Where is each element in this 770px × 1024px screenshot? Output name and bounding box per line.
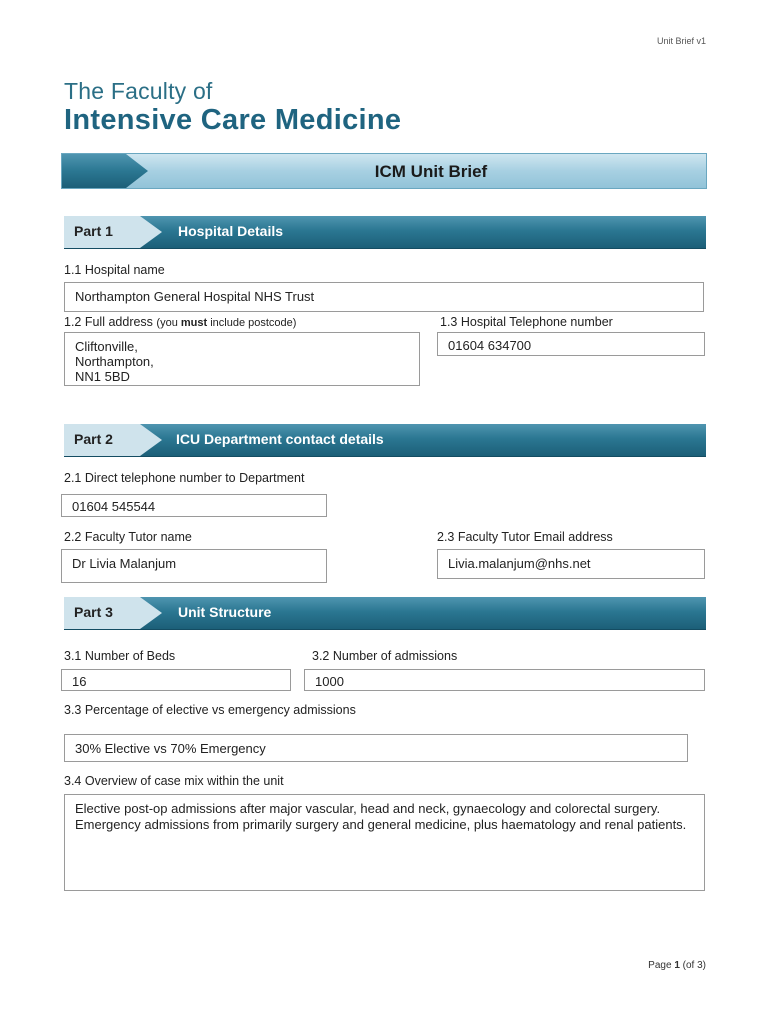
hospital-name-field[interactable]: Northampton General Hospital NHS Trust — [64, 282, 704, 312]
part1-label: Part 1 — [74, 223, 113, 239]
case-mix-field[interactable]: Elective post-op admissions after major vascular, head and neck, gynaecology and colorectal surgery. Emergency admissions from primarily surgery and general medicine, plus haematology and renal patients. — [64, 794, 705, 891]
part1-header — [64, 216, 706, 249]
case-mix-label: 3.4 Overview of case mix within the unit — [64, 774, 284, 788]
direct-phone-field[interactable]: 01604 545544 — [61, 494, 327, 517]
direct-phone-label: 2.1 Direct telephone number to Department — [64, 471, 305, 485]
part3-label: Part 3 — [74, 604, 113, 620]
title-banner — [61, 153, 707, 189]
beds-label: 3.1 Number of Beds — [64, 649, 176, 663]
page-number: Page 1 (of 3) — [648, 960, 706, 971]
part2-header — [64, 424, 706, 457]
percentage-field[interactable]: 30% Elective vs 70% Emergency — [64, 734, 688, 762]
part2-title: ICU Department contact details — [176, 431, 384, 447]
address-label: 1.2 Full address (you must include postcode) — [64, 315, 297, 329]
hospital-name-label: 1.1 Hospital name — [64, 263, 165, 277]
document-version: Unit Brief v1 — [656, 36, 706, 46]
hospital-phone-label: 1.3 Hospital Telephone number — [440, 315, 613, 329]
faculty-logo-line2: Intensive Care Medicine — [64, 104, 402, 136]
part3-header — [64, 597, 706, 630]
address-field[interactable] — [64, 332, 420, 386]
part2-label: Part 2 — [74, 431, 113, 447]
address-line: NN1 5BD — [75, 369, 130, 384]
part3-title: Unit Structure — [178, 604, 272, 620]
page-title: ICM Unit Brief — [374, 162, 488, 181]
tutor-name-field[interactable]: Dr Livia Malanjum — [61, 549, 327, 583]
admissions-field[interactable]: 1000 — [304, 669, 705, 691]
faculty-logo-line1: The Faculty of — [64, 78, 213, 104]
tutor-email-label: 2.3 Faculty Tutor Email address — [437, 530, 613, 544]
part1-title: Hospital Details — [178, 223, 284, 239]
percentage-label: 3.3 Percentage of elective vs emergency admissions — [64, 703, 356, 717]
tutor-name-label: 2.2 Faculty Tutor name — [64, 530, 192, 544]
admissions-label: 3.2 Number of admissions — [312, 649, 458, 663]
address-line: Cliftonville, — [75, 339, 138, 354]
tutor-email-field[interactable]: Livia.malanjum@nhs.net — [437, 549, 705, 579]
hospital-phone-field[interactable]: 01604 634700 — [437, 332, 705, 356]
beds-field[interactable]: 16 — [61, 669, 291, 691]
address-line: Northampton, — [75, 354, 154, 369]
